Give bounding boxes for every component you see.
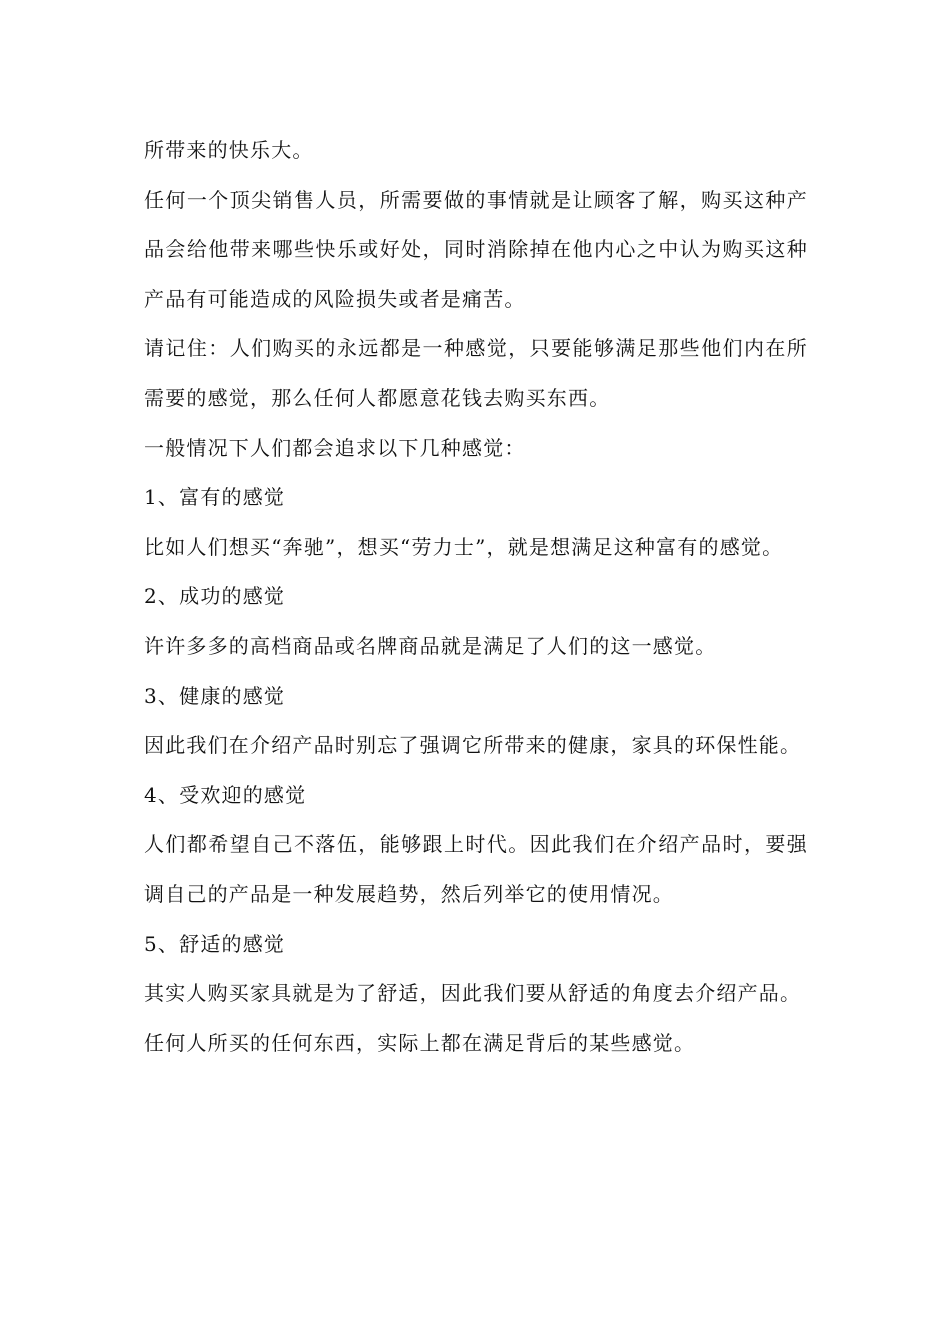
- heading-comfort: 5、舒适的感觉: [144, 931, 286, 956]
- paragraph-continuation: 所带来的快乐大。: [144, 138, 314, 162]
- paragraph-comfort: 其实人购买家具就是为了舒适，因此我们要从舒适的角度去介绍产品。: [144, 981, 802, 1006]
- paragraph-conclusion: 任何人所买的任何东西，实际上都在满足背后的某些感觉。: [144, 1030, 696, 1055]
- paragraph-wealth: 比如人们想买“奔驰”，想买“劳力士”，就是想满足这种富有的感觉。: [144, 534, 784, 559]
- paragraph-popularity: 人们都希望自己不落伍，能够跟上时代。因此我们在介绍产品时，要强调自己的产品是一种发展趋势，然后列举它的使用情况。: [144, 832, 808, 906]
- heading-wealth: 1、富有的感觉: [144, 485, 286, 510]
- heading-popularity: 4、受欢迎的感觉: [144, 782, 307, 807]
- paragraph-health: 因此我们在介绍产品时别忘了强调它所带来的健康，家具的环保性能。: [144, 733, 802, 758]
- paragraph-top-salesperson: 任何一个顶尖销售人员，所需要做的事情就是让顾客了解，购买这种产品会给他带来哪些快乐或好处，同时消除掉在他内心之中认为购买这种产品有可能造成的风险损失或者是痛苦。: [144, 187, 808, 311]
- document-body: [144, 126, 808, 1068]
- paragraph-remember: 请记住：人们购买的永远都是一种感觉，只要能够满足那些他们内在所需要的感觉，那么任何人都愿意花钱去购买东西。: [144, 336, 808, 410]
- paragraph-success: 许许多多的高档商品或名牌商品就是满足了人们的这一感觉。: [144, 633, 717, 658]
- heading-health: 3、健康的感觉: [144, 683, 286, 708]
- paragraph-intro-feelings: 一般情况下人们都会追求以下几种感觉：: [144, 435, 526, 460]
- heading-success: 2、成功的感觉: [144, 584, 286, 609]
